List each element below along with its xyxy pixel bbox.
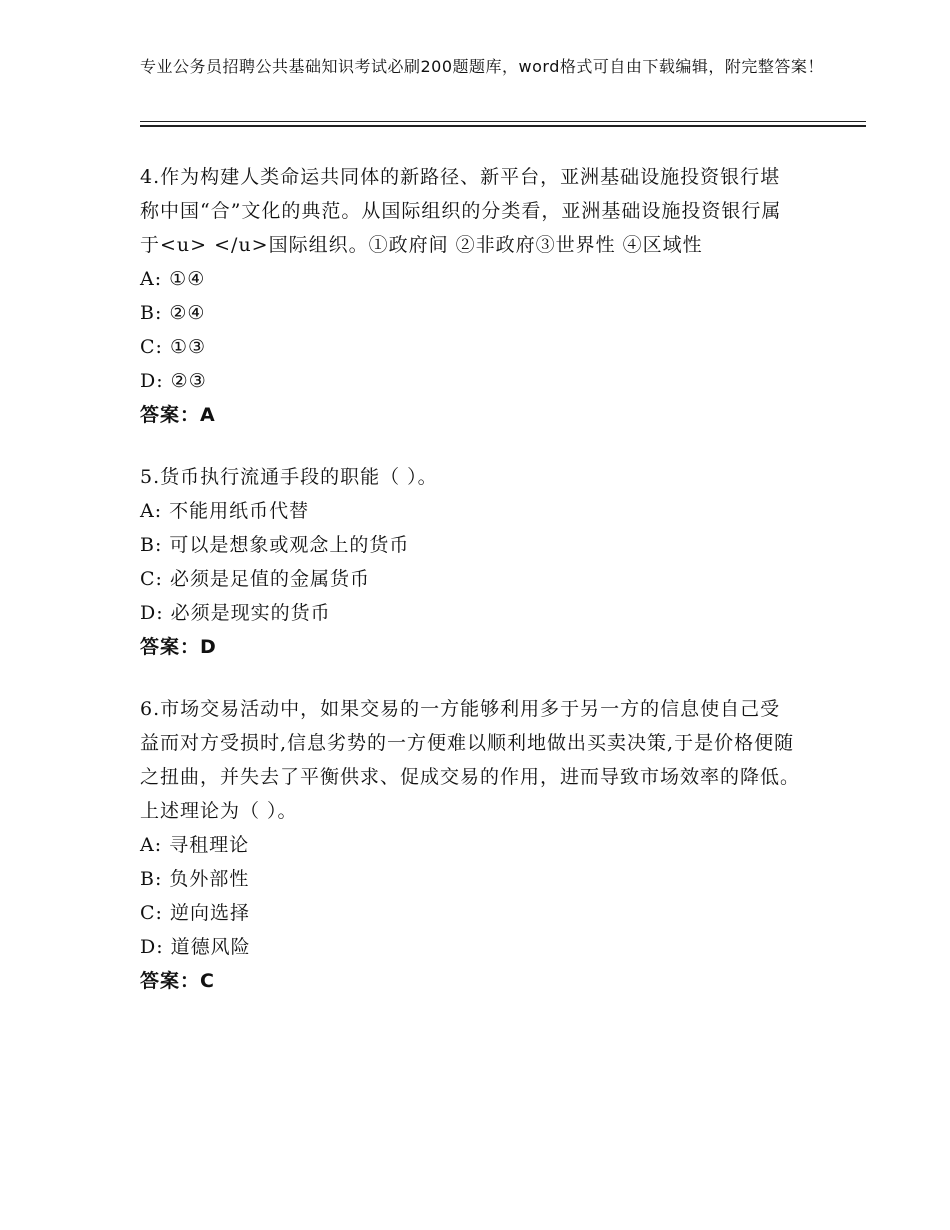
- question-6: [140, 692, 800, 998]
- header-text: 专业公务员招聘公共基础知识考试必刷200题题库，word格式可自由下载编辑，附完整答案！: [140, 57, 824, 76]
- question-5: [140, 460, 800, 664]
- option-b: B: 负外部性: [140, 868, 250, 890]
- question-stem: 6.市场交易活动中，如果交易的一方能够利用多于另一方的信息使自己受益而对方受损时,信息劣势的一方便难以顺利地做出买卖决策,于是价格便随之扭曲，并失去了平衡供求、促成交易的作用，进而导致市场效率的降低。上述理论为（ ）。: [140, 698, 801, 822]
- question-list: [140, 160, 800, 1026]
- option-d: D: 必须是现实的货币: [140, 602, 331, 624]
- question-stem: 4.作为构建人类命运共同体的新路径、新平台，亚洲基础设施投资银行堪称中国“合”文化的典范。从国际组织的分类看，亚洲基础设施投资银行属于<u> </u>国际组织。①政府间 ②非政府③世界性 ④区域性: [140, 166, 782, 256]
- option-c: C: 逆向选择: [140, 902, 250, 924]
- option-a: A: 寻租理论: [140, 834, 250, 856]
- option-b: B: 可以是想象或观念上的货币: [140, 534, 410, 556]
- answer-label: 答案：D: [140, 636, 217, 658]
- option-d: D: ②③: [140, 370, 207, 392]
- option-a: A: ①④: [140, 268, 206, 290]
- option-b: B: ②④: [140, 302, 206, 324]
- header-rule-thin: [140, 121, 866, 122]
- option-d: D: 道德风险: [140, 936, 251, 958]
- question-4: [140, 160, 800, 432]
- answer-label: 答案：C: [140, 970, 215, 992]
- option-a: A: 不能用纸币代替: [140, 500, 310, 522]
- option-c: C: 必须是足值的金属货币: [140, 568, 370, 590]
- answer-label: 答案：A: [140, 404, 216, 426]
- header-rule-thick: [140, 125, 866, 127]
- page-header: [140, 56, 860, 78]
- question-stem: 5.货币执行流通手段的职能（ ）。: [140, 466, 438, 488]
- option-c: C: ①③: [140, 336, 207, 358]
